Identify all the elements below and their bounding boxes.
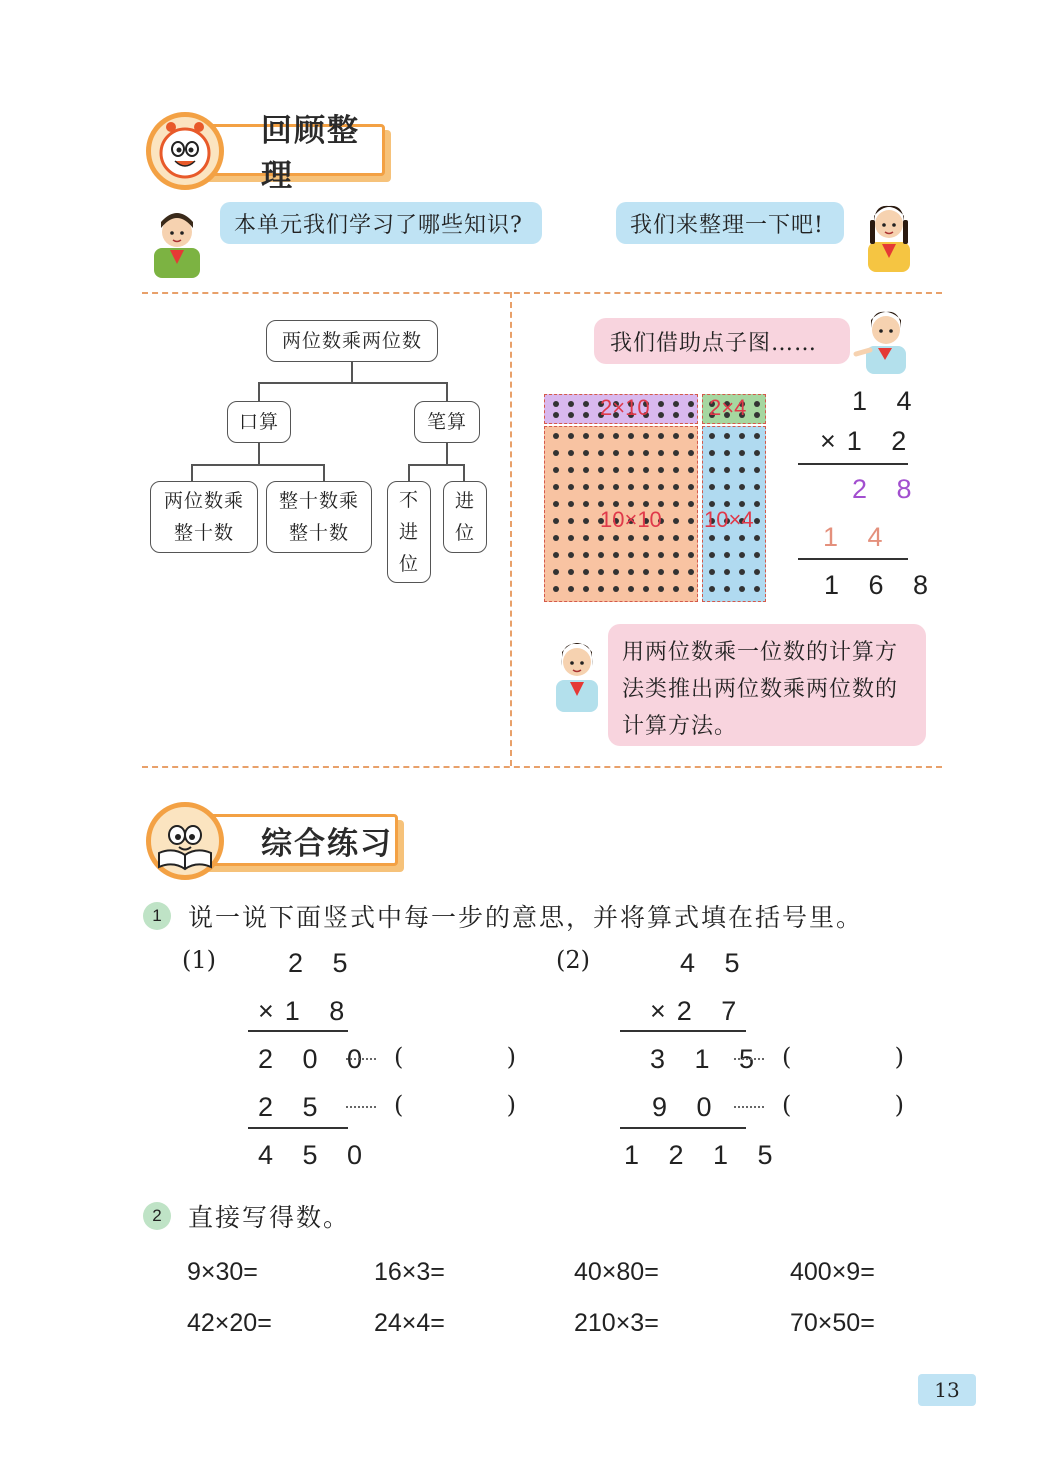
grid-dot bbox=[553, 569, 559, 575]
grid-dot bbox=[643, 484, 649, 490]
grid-dot bbox=[568, 401, 574, 407]
tree-connector bbox=[408, 464, 465, 466]
q1b-result: 1 2 1 5 bbox=[624, 1140, 784, 1170]
grid-dot bbox=[613, 552, 619, 558]
page-number: 13 bbox=[918, 1374, 976, 1406]
grid-dot bbox=[673, 552, 679, 558]
grid-dot bbox=[583, 501, 589, 507]
grid-dot bbox=[709, 467, 715, 473]
question-1-badge: 1 bbox=[143, 902, 171, 930]
grid-dot bbox=[688, 501, 694, 507]
paren-close: ) bbox=[894, 1043, 904, 1071]
tree-node-oral bbox=[227, 401, 291, 443]
grid-dot bbox=[673, 518, 679, 524]
grid-dot bbox=[658, 401, 664, 407]
grid-dot bbox=[739, 586, 745, 592]
grid-dot bbox=[553, 433, 559, 439]
q1b-partial-2: 9 0 bbox=[652, 1092, 723, 1122]
q1b-label: (2) bbox=[556, 946, 590, 974]
grid-dot bbox=[724, 450, 730, 456]
grid-dot bbox=[583, 401, 589, 407]
grid-dot bbox=[724, 433, 730, 439]
grid-dot bbox=[724, 552, 730, 558]
grid-dot bbox=[553, 412, 559, 418]
grid-dot bbox=[754, 412, 760, 418]
q1a-mult: ×1 8 bbox=[258, 996, 356, 1026]
grid-dot bbox=[583, 586, 589, 592]
grid-dot bbox=[658, 586, 664, 592]
grid-dot bbox=[568, 569, 574, 575]
q1a-blank-1[interactable] bbox=[394, 1043, 516, 1071]
grid-dot bbox=[598, 586, 604, 592]
calc-item[interactable]: 16×3= bbox=[374, 1258, 445, 1286]
calc-item[interactable]: 24×4= bbox=[374, 1309, 445, 1337]
grid-dot bbox=[583, 433, 589, 439]
column-multiplier: ×1 2 bbox=[820, 426, 918, 456]
grid-dot bbox=[658, 412, 664, 418]
grid-dot bbox=[658, 552, 664, 558]
grid-dot bbox=[754, 450, 760, 456]
grid-dot bbox=[598, 552, 604, 558]
grid-dot bbox=[709, 569, 715, 575]
q1b-partial-1: 3 1 5 bbox=[650, 1044, 766, 1074]
grid-dot bbox=[688, 569, 694, 575]
book-mascot-icon bbox=[146, 802, 224, 880]
grid-dot bbox=[709, 433, 715, 439]
grid-dot bbox=[739, 552, 745, 558]
grid-dot bbox=[613, 467, 619, 473]
grid-dot bbox=[628, 569, 634, 575]
question-2-text: 直接写得数。 bbox=[188, 1203, 351, 1232]
grid-dot bbox=[568, 484, 574, 490]
grid-dot bbox=[643, 569, 649, 575]
clock-mascot-icon bbox=[146, 112, 224, 190]
grid-dot bbox=[754, 569, 760, 575]
tree-leaf-text: 两位数乘整十数 bbox=[163, 490, 244, 544]
grid-dot bbox=[673, 412, 679, 418]
grid-dot bbox=[598, 467, 604, 473]
grid-dot bbox=[673, 501, 679, 507]
q1a-leader-2 bbox=[346, 1106, 376, 1108]
q1a-partial-1: 2 0 0 bbox=[258, 1044, 374, 1074]
grid-dot bbox=[658, 535, 664, 541]
column-partial-2: 1 4 bbox=[823, 522, 894, 552]
column-result: 1 6 8 bbox=[824, 570, 940, 600]
grid-dot bbox=[583, 467, 589, 473]
tree-connector bbox=[446, 443, 448, 464]
tree-connector bbox=[351, 362, 353, 382]
q1a-rule bbox=[248, 1127, 348, 1129]
q1b-blank-2[interactable] bbox=[782, 1091, 904, 1119]
grid-dot bbox=[673, 535, 679, 541]
grid-dot bbox=[583, 535, 589, 541]
boy-speech-text: 本单元我们学习了哪些知识? bbox=[234, 212, 523, 238]
grid-dot bbox=[739, 450, 745, 456]
grid-dot bbox=[688, 586, 694, 592]
question-1-text: 说一说下面竖式中每一步的意思，并将算式填在括号里。 bbox=[188, 903, 864, 932]
grid-dot bbox=[688, 412, 694, 418]
tree-connector bbox=[463, 464, 465, 482]
tree-node-two-digit-tens bbox=[150, 481, 258, 553]
grid-dot bbox=[754, 484, 760, 490]
calc-item[interactable]: 210×3= bbox=[574, 1309, 659, 1337]
q1b-leader-1 bbox=[734, 1058, 764, 1060]
grid-dot bbox=[709, 552, 715, 558]
divider-top bbox=[142, 292, 942, 294]
grid-dot bbox=[643, 552, 649, 558]
grid-dot bbox=[553, 467, 559, 473]
grid-dot bbox=[658, 467, 664, 473]
grid-dot bbox=[643, 450, 649, 456]
column-top-number: 1 4 bbox=[852, 386, 923, 416]
grid-dot bbox=[553, 535, 559, 541]
girl-speech-text: 我们来整理一下吧! bbox=[630, 212, 824, 238]
grid-dot bbox=[628, 467, 634, 473]
grid-dot bbox=[754, 433, 760, 439]
grid-dot bbox=[658, 484, 664, 490]
tree-connector bbox=[408, 464, 410, 482]
grid-dot bbox=[724, 467, 730, 473]
grid-dot bbox=[568, 450, 574, 456]
tree-node-tens-tens bbox=[266, 481, 372, 553]
q1a-leader-1 bbox=[346, 1058, 376, 1060]
review-title-text: 回顾整理 bbox=[261, 113, 360, 194]
divider-bottom bbox=[142, 766, 942, 768]
grid-dot bbox=[628, 484, 634, 490]
grid-dot bbox=[709, 586, 715, 592]
grid-dot bbox=[583, 412, 589, 418]
q1b-mult: ×2 7 bbox=[650, 996, 748, 1026]
girl3-avatar bbox=[550, 636, 604, 712]
grid-dot bbox=[754, 501, 760, 507]
grid-dot bbox=[613, 484, 619, 490]
grid-dot bbox=[643, 467, 649, 473]
tree-node-no-carry bbox=[387, 481, 431, 583]
tree-connector bbox=[258, 382, 448, 384]
grid-dot bbox=[709, 484, 715, 490]
grid-dot bbox=[754, 467, 760, 473]
grid-dot bbox=[739, 433, 745, 439]
grid-dot bbox=[658, 450, 664, 456]
grid-dot bbox=[658, 569, 664, 575]
grid-dot bbox=[709, 450, 715, 456]
grid-dot bbox=[754, 586, 760, 592]
tree-leaf-text: 整十数乘整十数 bbox=[278, 490, 359, 544]
grid-dot bbox=[673, 569, 679, 575]
review-section-title bbox=[200, 113, 385, 194]
grid-dot bbox=[688, 484, 694, 490]
grid-dot bbox=[628, 552, 634, 558]
grid-dot bbox=[628, 535, 634, 541]
practice-title-text: 综合练习 bbox=[261, 825, 393, 862]
tree-connector bbox=[258, 443, 260, 464]
grid-dot bbox=[673, 433, 679, 439]
grid-dot bbox=[643, 586, 649, 592]
grid-dot bbox=[613, 433, 619, 439]
tree-connector bbox=[191, 464, 325, 466]
grid-dot bbox=[754, 401, 760, 407]
q1b-top: 4 5 bbox=[680, 948, 751, 978]
summary-text: 用两位数乘一位数的计算方法类推出两位数乘两位数的计算方法。 bbox=[622, 640, 899, 739]
grid-dot bbox=[754, 552, 760, 558]
q1b-rule bbox=[620, 1127, 746, 1129]
tree-connector bbox=[323, 464, 325, 482]
grid-dot bbox=[598, 535, 604, 541]
label-2x10: 2×10 bbox=[600, 395, 650, 420]
grid-dot bbox=[724, 586, 730, 592]
grid-dot bbox=[553, 401, 559, 407]
q1b-blank-1[interactable] bbox=[782, 1043, 904, 1071]
grid-dot bbox=[553, 552, 559, 558]
grid-dot bbox=[583, 484, 589, 490]
dot-chart-bubble-text: 我们借助点子图…… bbox=[610, 330, 818, 356]
grid-dot bbox=[568, 412, 574, 418]
grid-dot bbox=[673, 586, 679, 592]
paren-open: ( bbox=[394, 1091, 404, 1119]
label-10x10: 10×10 bbox=[600, 507, 662, 532]
column-rule bbox=[798, 463, 908, 465]
paren-open: ( bbox=[394, 1043, 404, 1071]
tree-leaf-text: 不进位 bbox=[398, 489, 419, 575]
q1a-blank-2[interactable] bbox=[394, 1091, 516, 1119]
grid-dot bbox=[688, 467, 694, 473]
summary-bubble bbox=[608, 624, 926, 746]
grid-dot bbox=[688, 535, 694, 541]
q1a-label: (1) bbox=[182, 946, 216, 974]
grid-dot bbox=[553, 586, 559, 592]
paren-close: ) bbox=[506, 1091, 516, 1119]
grid-dot bbox=[724, 484, 730, 490]
grid-dot bbox=[739, 484, 745, 490]
grid-dot bbox=[598, 450, 604, 456]
q1b-rule bbox=[620, 1030, 746, 1032]
girl-avatar bbox=[860, 198, 918, 272]
calc-item[interactable]: 9×30= bbox=[187, 1258, 258, 1286]
girl-speech-bubble bbox=[616, 202, 844, 244]
tree-node-written bbox=[414, 401, 480, 443]
practice-section-title bbox=[200, 814, 398, 866]
grid-dot bbox=[613, 535, 619, 541]
grid-dot bbox=[598, 569, 604, 575]
grid-dot bbox=[613, 586, 619, 592]
grid-dot bbox=[628, 450, 634, 456]
paren-open: ( bbox=[782, 1043, 792, 1071]
column-partial-1: 2 8 bbox=[852, 474, 923, 504]
grid-dot bbox=[658, 433, 664, 439]
tree-oral-text: 口算 bbox=[238, 411, 279, 433]
grid-dot bbox=[568, 518, 574, 524]
grid-dot bbox=[673, 401, 679, 407]
grid-dot bbox=[739, 467, 745, 473]
calc-item[interactable]: 70×50= bbox=[790, 1309, 875, 1337]
tree-connector bbox=[258, 382, 260, 402]
grid-dot bbox=[724, 535, 730, 541]
grid-dot bbox=[568, 552, 574, 558]
grid-dot bbox=[688, 518, 694, 524]
grid-dot bbox=[688, 401, 694, 407]
calc-item[interactable]: 42×20= bbox=[187, 1309, 272, 1337]
grid-dot bbox=[583, 450, 589, 456]
paren-close: ) bbox=[506, 1043, 516, 1071]
divider-middle bbox=[510, 292, 512, 766]
grid-dot bbox=[598, 433, 604, 439]
q1a-result: 4 5 0 bbox=[258, 1140, 374, 1170]
label-2x4: 2×4 bbox=[709, 395, 747, 420]
grid-dot bbox=[613, 450, 619, 456]
calc-item[interactable]: 400×9= bbox=[790, 1258, 875, 1286]
girl2-avatar bbox=[852, 304, 918, 374]
grid-dot bbox=[673, 484, 679, 490]
grid-dot bbox=[754, 518, 760, 524]
grid-dot bbox=[568, 535, 574, 541]
q1a-partial-2: 2 5 bbox=[258, 1092, 329, 1122]
grid-dot bbox=[724, 569, 730, 575]
boy-avatar bbox=[148, 206, 206, 278]
grid-dot bbox=[688, 450, 694, 456]
tree-connector bbox=[191, 464, 193, 482]
grid-dot bbox=[688, 433, 694, 439]
grid-dot bbox=[739, 535, 745, 541]
column-rule bbox=[798, 558, 908, 560]
grid-dot bbox=[643, 535, 649, 541]
grid-dot bbox=[613, 569, 619, 575]
grid-dot bbox=[568, 501, 574, 507]
grid-dot bbox=[673, 467, 679, 473]
grid-dot bbox=[598, 484, 604, 490]
tree-leaf-text: 进位 bbox=[454, 490, 475, 544]
tree-node-carry bbox=[443, 481, 487, 553]
grid-dot bbox=[553, 518, 559, 524]
tree-written-text: 笔算 bbox=[426, 411, 467, 433]
paren-close: ) bbox=[894, 1091, 904, 1119]
grid-dot bbox=[739, 569, 745, 575]
question-2-badge: 2 bbox=[143, 1202, 171, 1230]
grid-dot bbox=[583, 552, 589, 558]
tree-root-text: 两位数乘两位数 bbox=[281, 330, 422, 352]
grid-dot bbox=[553, 450, 559, 456]
grid-dot bbox=[568, 586, 574, 592]
q1b-leader-2 bbox=[734, 1106, 764, 1108]
grid-dot bbox=[754, 535, 760, 541]
grid-dot bbox=[583, 569, 589, 575]
paren-open: ( bbox=[782, 1091, 792, 1119]
grid-dot bbox=[583, 518, 589, 524]
tree-root-node bbox=[266, 320, 438, 362]
dot-chart-bubble bbox=[594, 318, 850, 364]
calc-item[interactable]: 40×80= bbox=[574, 1258, 659, 1286]
grid-dot bbox=[688, 552, 694, 558]
grid-dot bbox=[568, 467, 574, 473]
q1a-rule bbox=[248, 1030, 348, 1032]
grid-dot bbox=[553, 484, 559, 490]
grid-dot bbox=[553, 501, 559, 507]
grid-dot bbox=[673, 450, 679, 456]
grid-dot bbox=[628, 586, 634, 592]
tree-connector bbox=[446, 382, 448, 402]
boy-speech-bubble bbox=[220, 202, 542, 244]
grid-dot bbox=[643, 433, 649, 439]
grid-dot bbox=[628, 433, 634, 439]
label-10x4: 10×4 bbox=[704, 507, 754, 532]
q1a-top: 2 5 bbox=[288, 948, 359, 978]
grid-dot bbox=[709, 535, 715, 541]
grid-dot bbox=[568, 433, 574, 439]
